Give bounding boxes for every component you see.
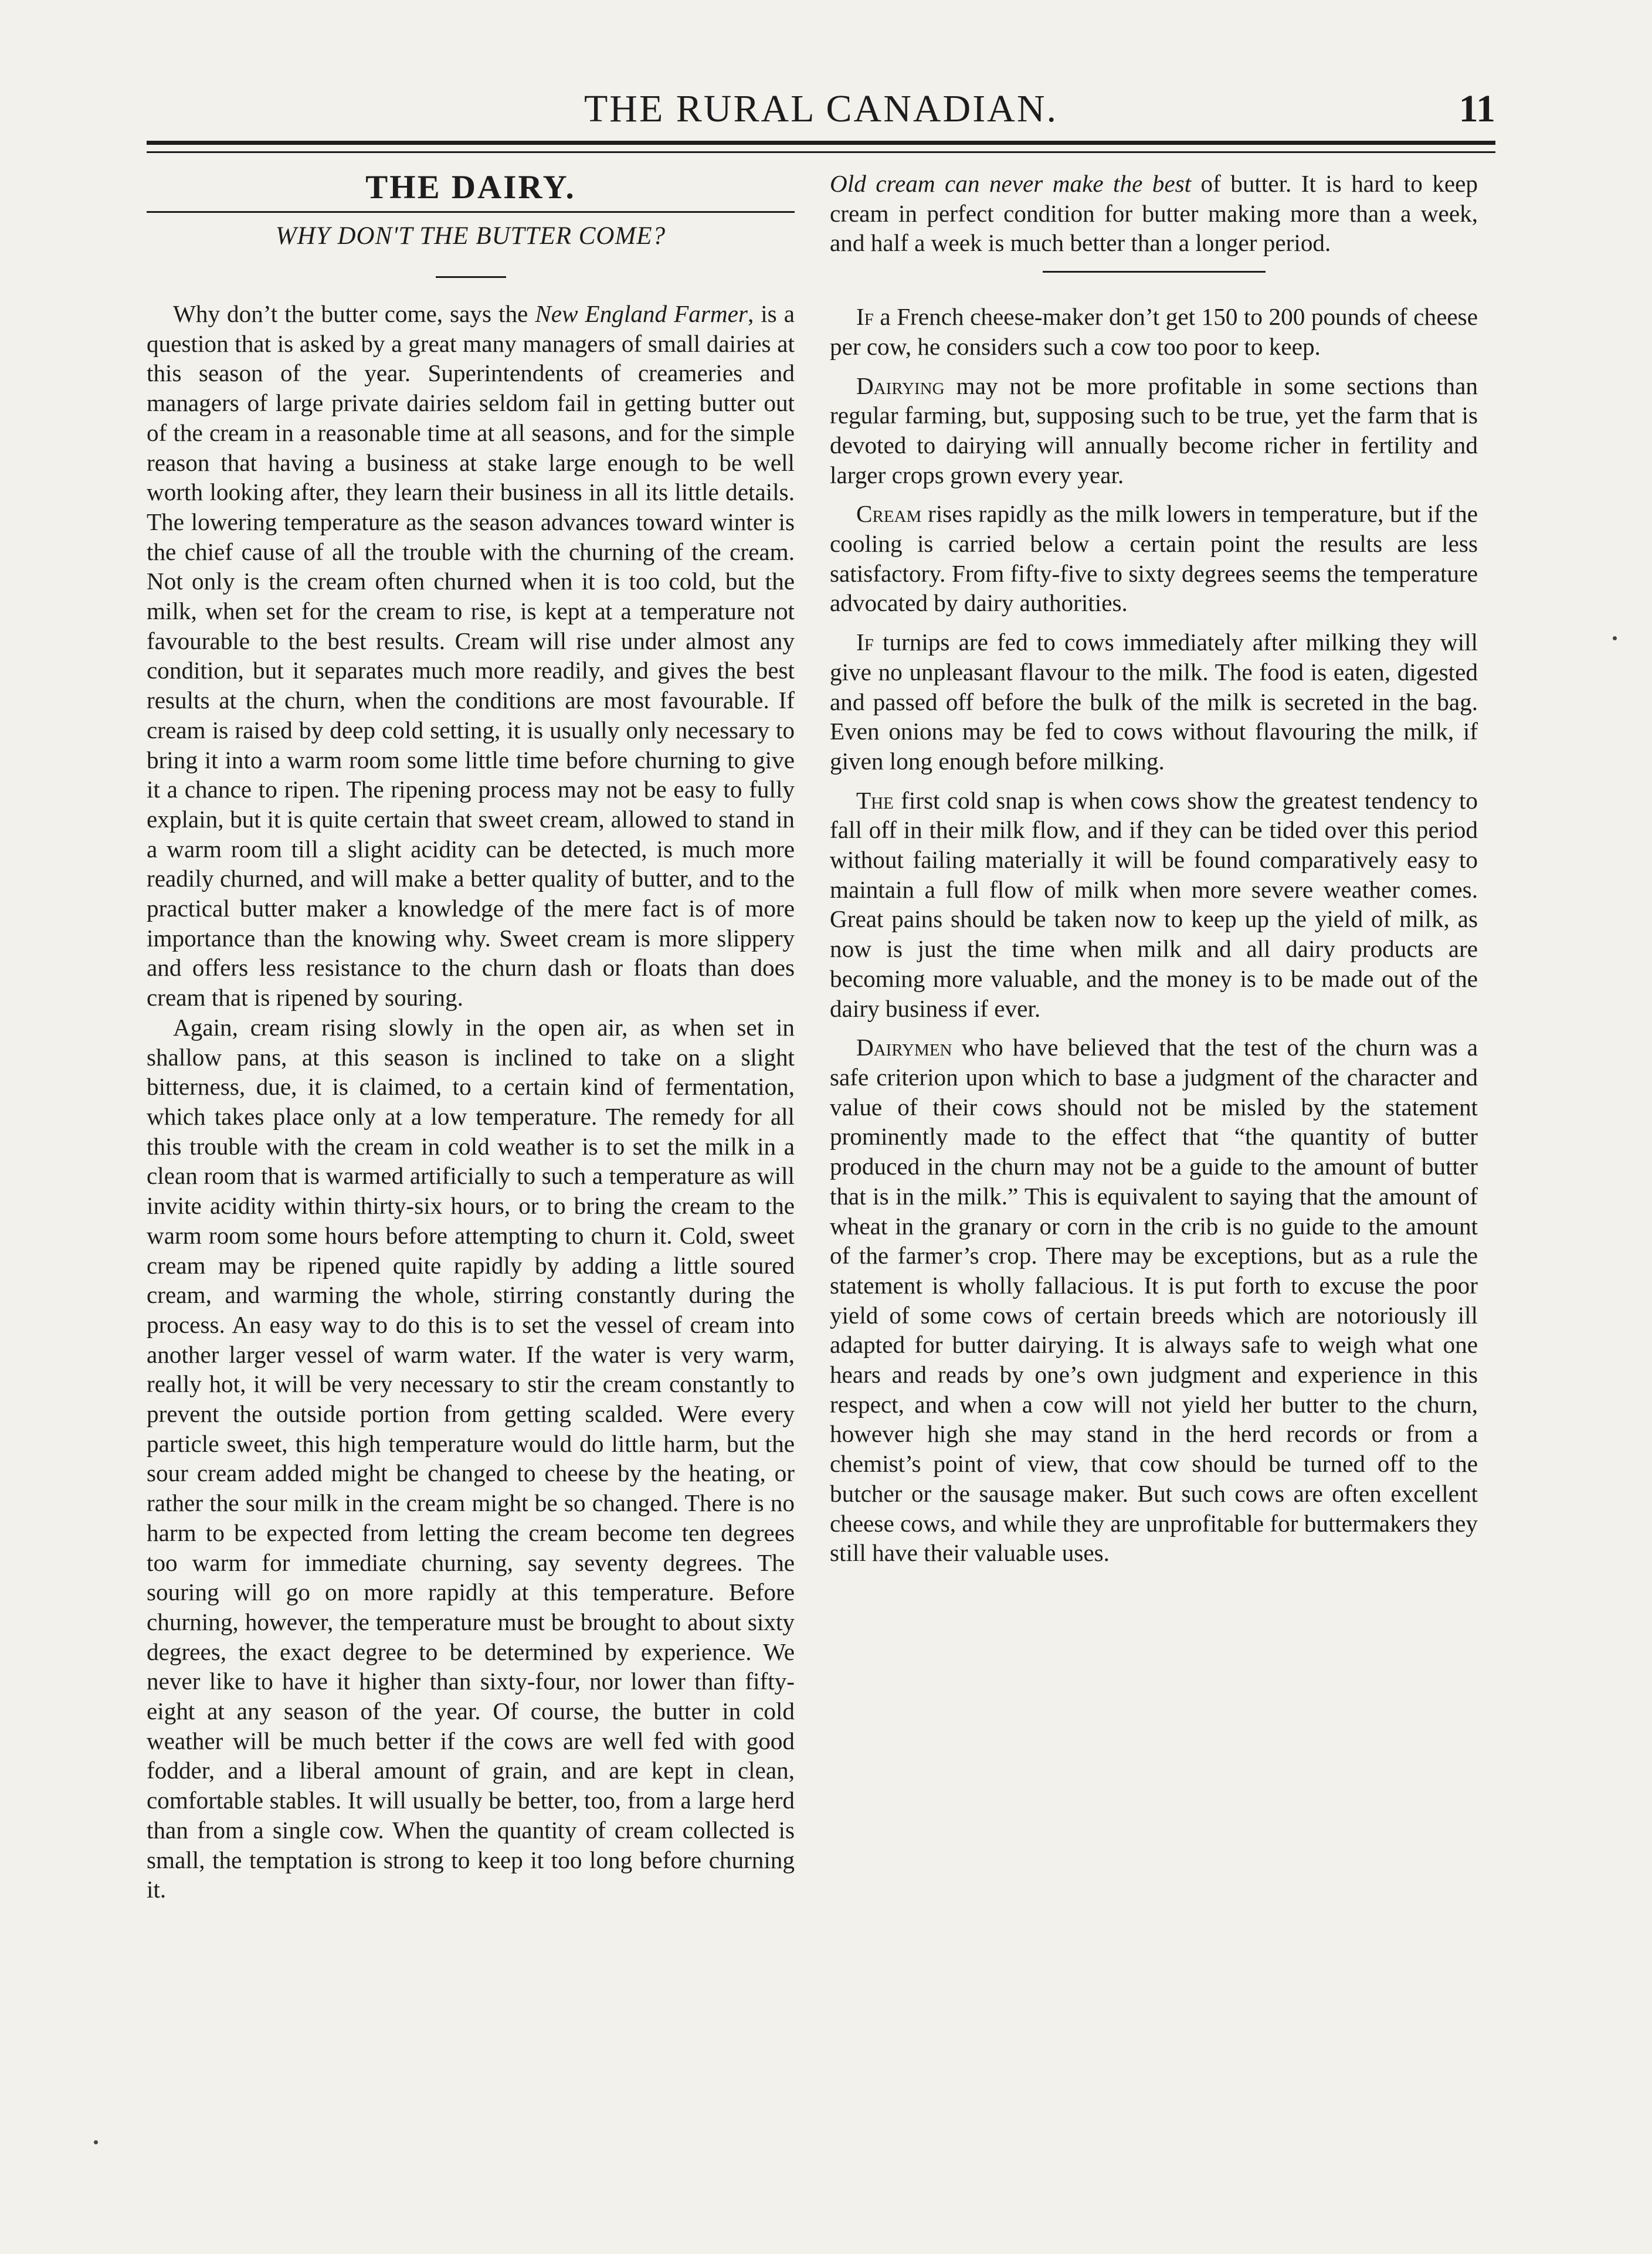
note-lead: Dairymen: [856, 1034, 952, 1061]
section-title-rule: [147, 211, 795, 213]
source-publication: New England Farmer: [535, 300, 748, 327]
right-column: [830, 169, 1478, 1577]
article-title: WHY DON'T THE BUTTER COME?: [275, 222, 666, 250]
note-paragraph: [830, 371, 1478, 490]
article-paragraph-1-start: Why don’t the butter come, says the: [173, 300, 535, 327]
print-speck: [94, 2140, 98, 2144]
print-speck: [1613, 636, 1617, 640]
note-body: turnips are fed to cows immediately after milking they will give no unpleasant flavour to the milk. The food is eaten, digested and passed off before the bulk of the milk is secreted in the bag. Even onions may be fed to cows without flavouring the milk, if given long enough before milking.: [830, 629, 1478, 775]
note-body: rises rapidly as the milk lowers in temperature, but if the cooling is carried below a certain point the results are less satisfactory. From fifty-five to sixty degrees seems the temperature advocated by dairy authorities.: [830, 500, 1478, 617]
article-paragraph-1: [147, 299, 795, 1013]
note-paragraph: [830, 627, 1478, 776]
article-paragraph-1-body: , is a question that is asked by a great many managers of small dairies at this season of the year. Superintendents of creameries and managers of large private dairies seldom fail in getting butter out of the cream in a reasonable time at all seasons, and for the simple reason that having a business at stake large enough to be well worth looking after, they learn their business in all its little details. The lowering temperature as the season advances toward winter is the chief cause of all the trouble with the churning of the cream. Not only is the cream often churned when it is too cold, but the milk, when set for the cream to rise, is kept at a temperature not favourable to the best results. Cream will rise under almost any condition, but it separates much more readily, and gives the best results at the churn, when the conditions are most favourable. If cream is raised by deep cold setting, it is usually only necessary to bring it into a warm room some little time before churning to give it a chance to ripen. The ripening process may not be easy to fully explain, but it is quite certain that sweet cream, allowed to stand in a warm room till a slight acidity can be detected, is much more readily churned, and will make a better quality of butter, and to the practical butter maker a knowledge of the mere fact is of more importance than the knowing why. Sweet cream is more slippery and offers less resistance to the churn dash or floats than does cream that is ripened by souring.: [147, 300, 795, 1011]
note-body: a French cheese-maker don’t get 150 to 200 pounds of cheese per cow, he considers such a cow too poor to keep.: [830, 303, 1478, 360]
note-lead: If: [856, 303, 874, 331]
article-paragraph-2-end: of butter. It is hard to keep cream in perfect condition for butter making more than a week, and half a week is much better than a longer period.: [830, 170, 1478, 257]
note-paragraph: [830, 786, 1478, 1024]
header-rule-thick: [147, 141, 1495, 145]
note-paragraph: [830, 499, 1478, 618]
page-number: 11: [1458, 87, 1495, 130]
left-column: [147, 169, 795, 1905]
header-rule-thin: [147, 151, 1495, 153]
running-head: [147, 82, 1495, 135]
note-paragraph: [830, 1033, 1478, 1568]
note-lead: The: [856, 786, 894, 814]
note-lead: If: [856, 629, 874, 656]
article-paragraph-2: Again, cream rising slowly in the open air, as when set in shallow pans, at this season is inclined to take on a slight bitterness, due, it is claimed, to a certain kind of fermentation, which takes place only at a low temperature. The remedy for all this trouble with the cream in cold weather is to set the milk in a clean room that is warmed artificially to such a temperature as will invite acidity within thirty-six hours, or to bring the cream to the warm room some hours before attempting to churn it. Cold, sweet cream may be ripened quite rapidly by adding a little soured cream, and warming the whole, stirring constantly during the process. An easy way to do this is to set the vessel of cream into another larger vessel of warm water. If the water is very warm, really hot, it will be very necessary to stir the cream constantly to prevent the outside portion from getting scalded. Were every particle sweet, this high temperature would do little harm, but the sour cream added might be changed to cheese by the heating, or rather the sour milk in the cream might be so changed. There is no harm to be expected from letting the cream become ten degrees too warm for immediate churning, say seventy degrees. The souring will go on more rapidly at this temperature. Before churning, however, the temperature must be brought to about sixty degrees, the exact degree to be determined by experience. We never like to have it higher than sixty-four, nor lower than fifty-eight at any season of the year. Of course, the butter in cold weather will be much better if the cows are well fed with good fodder, and a liberal amount of grain, and are kept in clean, comfortable stables. It will usually be better, too, from a large herd than from a single cow. When the quantity of cream collected is small, the temptation is strong to keep it too long before churning it.: [147, 1013, 795, 1903]
article-emphasis: Old cream can never make the best: [830, 170, 1192, 197]
note-lead: Cream: [856, 500, 922, 528]
note-lead: Dairying: [856, 372, 945, 399]
article-paragraph-2-continued: [830, 169, 1478, 258]
article-title-rule: [436, 276, 506, 278]
note-body: who have believed that the test of the churn was a safe criterion upon which to base a judgment of the character and value of their cows should not be misled by the statement prominently made to the effect that “the quantity of butter produced in the churn may not be a guide to the amount of butter that is in the milk.” This is equivalent to saying that the amount of wheat in the granary or corn in the crib is no guide to the amount of the farmer’s crop. There may be exceptions, but as a rule the statement is wholly fallacious. It is put forth to excuse the poor yield of some cows of certain breeds which are notoriously ill adapted for butter dairying. It is always safe to weigh what one hears and reads by one’s own judgment and experience in this respect, and when a cow will not yield her butter to the churn, however high she may stand in the herd records or from a chemist’s point of view, that cow should be turned off to the butcher or the sausage maker. But such cows are often excellent cheese cows, and while they are unprofitable for buttermakers they still have their valuable uses.: [830, 1034, 1478, 1567]
section-title: THE DAIRY.: [365, 169, 576, 206]
article-end-rule: [1043, 271, 1266, 273]
note-paragraph: [830, 302, 1478, 361]
note-body: may not be more profitable in some sections than regular farming, but, supposing such to be true, yet the farm that is devoted to dairying will annually become richer in fertility and larger crops grown every year.: [830, 372, 1478, 488]
running-title: THE RURAL CANADIAN.: [584, 87, 1058, 130]
note-body: first cold snap is when cows show the greatest tendency to fall off in their milk flow, and if they can be tided over this period without failing materially it will be found comparatively easy to maintain a full flow of milk when more severe weather comes. Great pains should be taken now to keep up the yield of milk, as now is just the time when milk and all dairy products are becoming more valuable, and the money is to be made out of the dairy business if ever.: [830, 786, 1478, 1022]
